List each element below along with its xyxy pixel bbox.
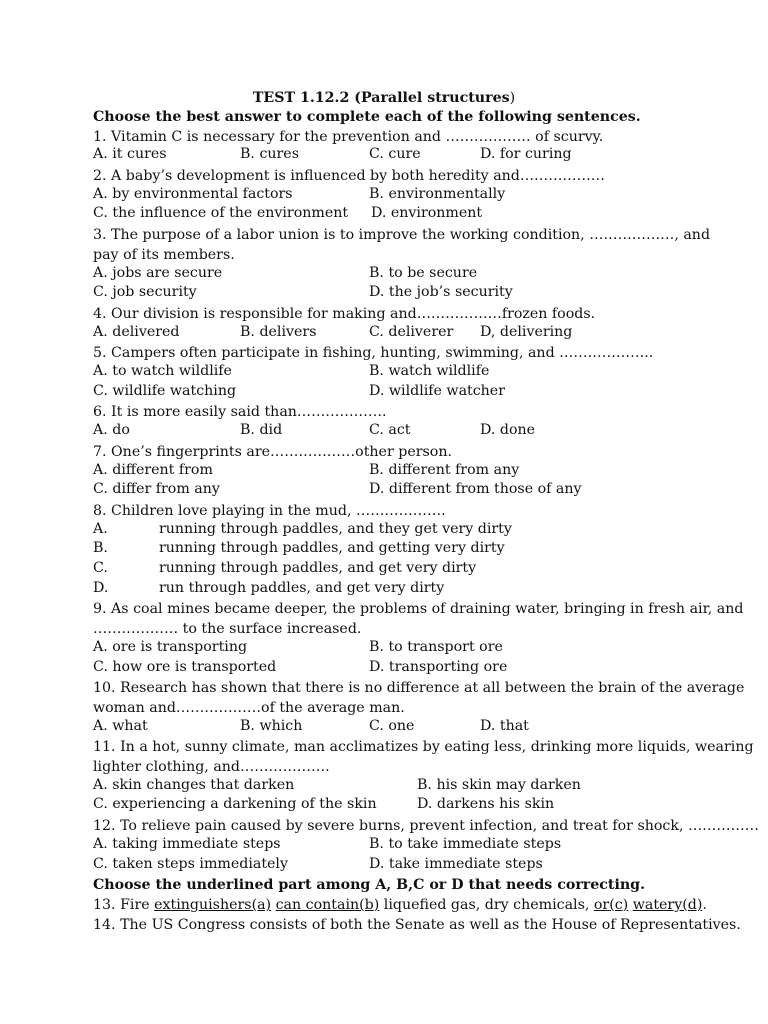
question-stem: 7. One’s fingerprints are………………other person.: [93, 444, 452, 460]
answer-option[interactable]: A. to watch wildlife: [93, 363, 232, 379]
answer-option[interactable]: running through paddles, and get very dirty: [159, 560, 477, 576]
question-stem: 1. Vitamin C is necessary for the prevention and ……………… of scurvy.: [93, 129, 604, 145]
underlined-part-c[interactable]: or(c): [593, 897, 629, 913]
answer-option[interactable]: B. to be secure: [369, 265, 478, 281]
answer-option-letter: A.: [93, 521, 108, 537]
answer-option[interactable]: C. the influence of the environment: [93, 205, 349, 221]
answer-option[interactable]: D. that: [480, 718, 529, 734]
question-stem: 5. Campers often participate in fishing, hunting, swimming, and ………………..: [93, 345, 654, 361]
answer-option[interactable]: B. which: [240, 718, 303, 734]
instruction-part1: Choose the best answer to complete each of the following sentences.: [93, 109, 641, 125]
question-stem-continued: woman and………………of the average man.: [93, 700, 405, 716]
answer-option[interactable]: A. different from: [93, 462, 213, 478]
question-stem-continued: lighter clothing, and……………….: [93, 759, 330, 775]
question-stem-continued: ……………… to the surface increased.: [93, 621, 362, 637]
answer-option[interactable]: C. cure: [369, 146, 421, 162]
answer-option[interactable]: B. to transport ore: [369, 639, 503, 655]
answer-option[interactable]: B. his skin may darken: [417, 777, 581, 793]
question-stem: 4. Our division is responsible for making and………………frozen foods.: [93, 306, 596, 322]
answer-option[interactable]: C. one: [369, 718, 415, 734]
question-stem: 2. A baby’s development is influenced by both heredity and………………: [93, 168, 605, 184]
underlined-part-b[interactable]: can contain(b): [275, 897, 380, 913]
question-13-text: 13. Fire: [93, 897, 155, 913]
question-stem: 8. Children love playing in the mud, ……………….: [93, 503, 446, 519]
answer-option-letter: D.: [93, 580, 109, 596]
answer-option[interactable]: C. deliverer: [369, 324, 454, 340]
answer-option[interactable]: D, delivering: [480, 324, 573, 340]
answer-option[interactable]: running through paddles, and they get very dirty: [159, 521, 512, 537]
instruction-part2: Choose the underlined part among A, B,C or D that needs correcting.: [93, 877, 646, 893]
answer-option[interactable]: D. wildlife watcher: [369, 383, 505, 399]
answer-option[interactable]: D. different from those of any: [369, 481, 582, 497]
question-stem: 12. To relieve pain caused by severe burns, prevent infection, and treat for shock, ……………: [93, 818, 759, 834]
answer-option-letter: C.: [93, 560, 108, 576]
question-stem-continued: pay of its members.: [93, 247, 235, 263]
answer-option[interactable]: C. experiencing a darkening of the skin: [93, 796, 377, 812]
answer-option[interactable]: C. how ore is transported: [93, 659, 277, 675]
underlined-part-d[interactable]: watery(d): [632, 897, 703, 913]
underlined-part-a[interactable]: extinguishers(a): [154, 897, 272, 913]
answer-option[interactable]: B. to take immediate steps: [369, 836, 562, 852]
answer-option[interactable]: B. watch wildlife: [369, 363, 490, 379]
answer-option[interactable]: running through paddles, and getting very dirty: [159, 540, 505, 556]
question-stem: 11. In a hot, sunny climate, man acclimatizes by eating less, drinking more liquids, wearing: [93, 739, 754, 755]
answer-option[interactable]: D. environment: [371, 205, 483, 221]
question-14: 14. The US Congress consists of both the Senate as well as the House of Representatives.: [93, 917, 741, 933]
answer-option[interactable]: C. wildlife watching: [93, 383, 237, 399]
answer-option[interactable]: D. transporting ore: [369, 659, 508, 675]
answer-option[interactable]: run through paddles, and get very dirty: [159, 580, 445, 596]
answer-option[interactable]: A. what: [93, 718, 148, 734]
answer-option[interactable]: A. jobs are secure: [93, 265, 223, 281]
answer-option[interactable]: C. differ from any: [93, 481, 220, 497]
answer-option[interactable]: C. act: [369, 422, 411, 438]
question-13-text: liquefied gas, dry chemicals,: [379, 897, 594, 913]
question-stem: 3. The purpose of a labor union is to improve the working condition, ………………, and: [93, 227, 711, 243]
question-13: [93, 895, 707, 915]
answer-option[interactable]: B. environmentally: [369, 186, 506, 202]
answer-option[interactable]: A. skin changes that darken: [93, 777, 295, 793]
answer-option[interactable]: D. for curing: [480, 146, 572, 162]
answer-option-letter: B.: [93, 540, 108, 556]
answer-option[interactable]: D. the job’s security: [369, 284, 513, 300]
answer-option[interactable]: A. delivered: [93, 324, 180, 340]
answer-option[interactable]: A. ore is transporting: [93, 639, 248, 655]
answer-option[interactable]: B. delivers: [240, 324, 317, 340]
answer-option[interactable]: A. by environmental factors: [93, 186, 293, 202]
title-text: TEST 1.12.2 (Parallel structures: [252, 90, 510, 106]
answer-option[interactable]: D. darkens his skin: [417, 796, 555, 812]
answer-option[interactable]: B. did: [240, 422, 283, 438]
answer-option[interactable]: C. job security: [93, 284, 197, 300]
answer-option[interactable]: B. cures: [240, 146, 299, 162]
page-title: [0, 88, 768, 108]
answer-option[interactable]: A. it cures: [93, 146, 167, 162]
answer-option[interactable]: D. take immediate steps: [369, 856, 543, 872]
title-paren: ): [509, 90, 516, 106]
answer-option[interactable]: D. done: [480, 422, 536, 438]
answer-option[interactable]: C. taken steps immediately: [93, 856, 288, 872]
question-stem: 10. Research has shown that there is no difference at all between the brain of the average: [93, 680, 745, 696]
question-stem: 6. It is more easily said than……………….: [93, 404, 387, 420]
answer-option[interactable]: A. do: [93, 422, 130, 438]
question-stem: 9. As coal mines became deeper, the problems of draining water, bringing in fresh air, and: [93, 601, 744, 617]
answer-option[interactable]: A. taking immediate steps: [93, 836, 281, 852]
question-13-text: .: [702, 897, 707, 913]
answer-option[interactable]: B. different from any: [369, 462, 520, 478]
